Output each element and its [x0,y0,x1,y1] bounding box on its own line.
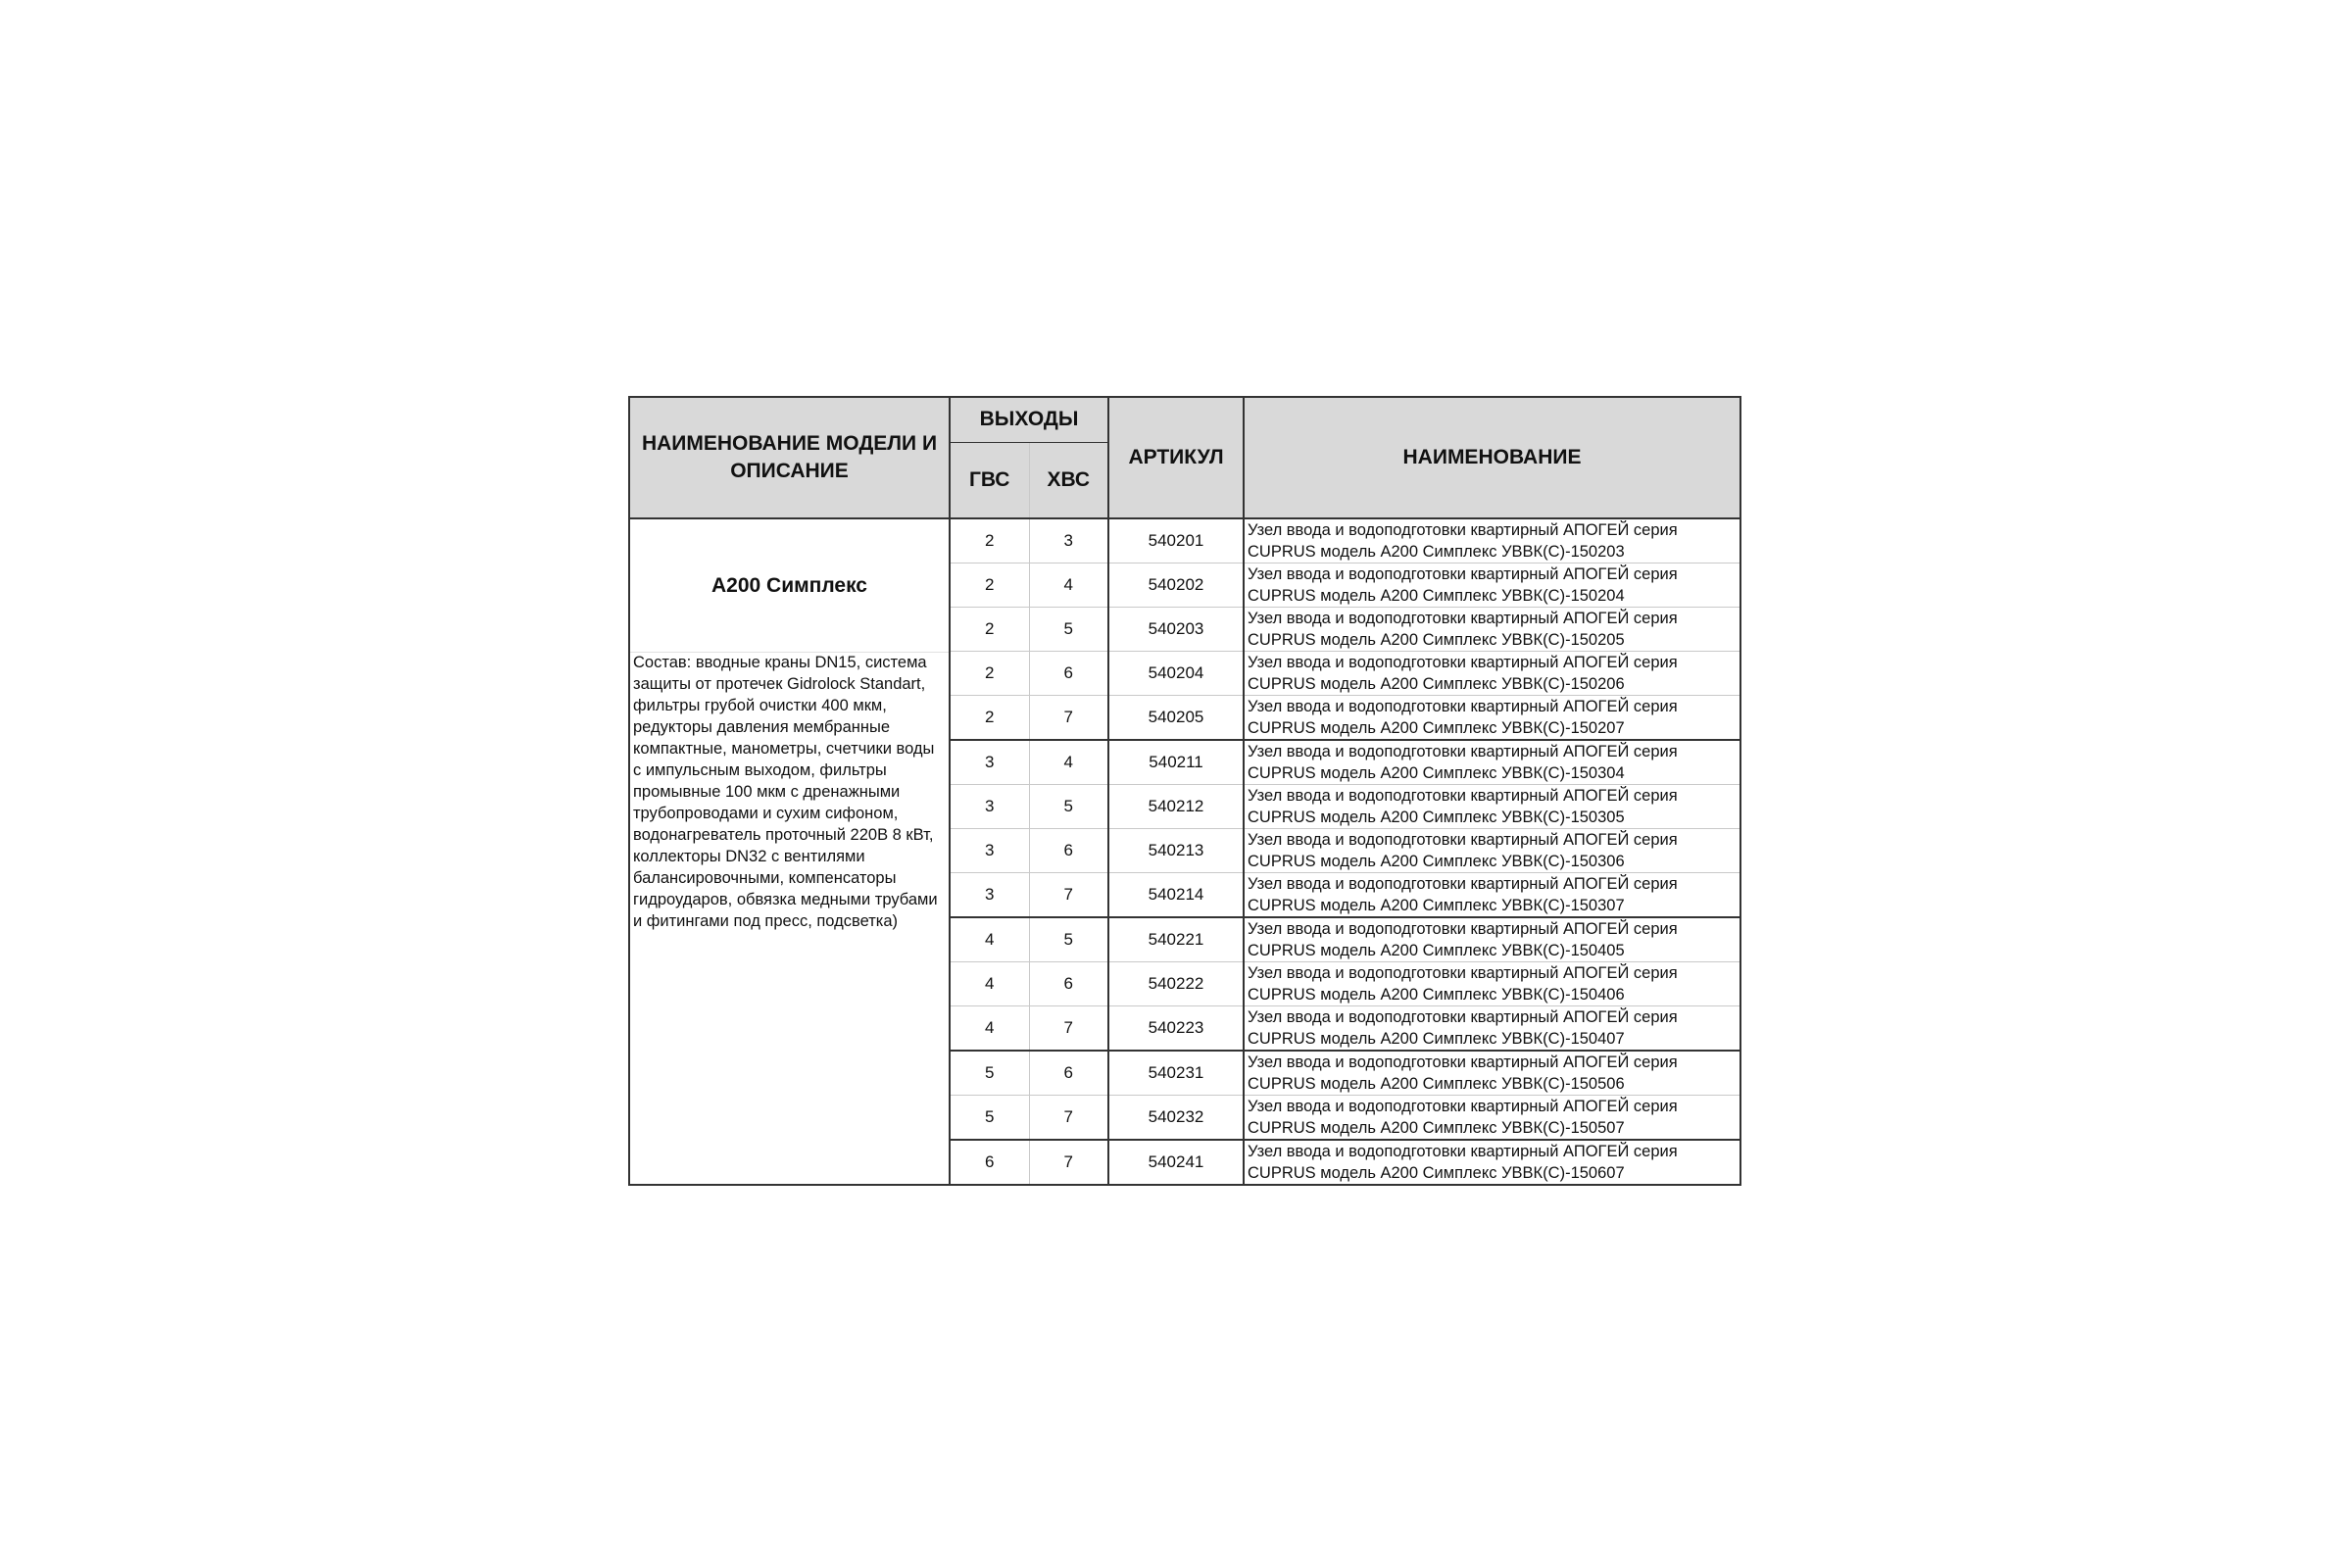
hvs-cell: 5 [1029,608,1108,652]
product-name-line-2: CUPRUS модель А200 Симплекс УВВК(С)-150406 [1248,986,1625,1004]
article-cell: 540202 [1108,564,1244,608]
product-name-cell [1244,608,1740,652]
gvs-cell: 5 [950,1051,1029,1096]
product-name-line-1: Узел ввода и водоподготовки квартирный АПОГЕЙ серия [1248,654,1678,671]
article-cell: 540213 [1108,829,1244,873]
product-name-cell [1244,564,1740,608]
article-cell: 540201 [1108,518,1244,564]
product-name-line-1: Узел ввода и водоподготовки квартирный АПОГЕЙ серия [1248,831,1678,849]
gvs-cell: 3 [950,829,1029,873]
product-name-line-2: CUPRUS модель А200 Симплекс УВВК(С)-150507 [1248,1119,1625,1137]
product-name-cell [1244,518,1740,564]
hvs-cell: 7 [1029,873,1108,918]
product-name-cell [1244,1006,1740,1052]
header-hvs: ХВС [1029,442,1108,518]
model-description: Состав: вводные краны DN15, система защиты от протечек Gidrolock Standart, фильтры грубой очистки 400 мкм, редукторы давления мембранные компактные, манометры, счетчики воды с импульсным выходом, фильтры промывные 100 мкм с дренажными трубопроводами и сухим сифоном, водонагреватель проточный 220В 8 кВт, коллекторы DN32 с вентилями балансировочными, компенсаторы гидроударов, обвязка медными трубами и фитингами под пресс, подсветка) [633,654,938,930]
product-name-line-1: Узел ввода и водоподготовки квартирный АПОГЕЙ серия [1248,610,1678,627]
product-name-line-2: CUPRUS модель А200 Симплекс УВВК(С)-150204 [1248,587,1625,605]
hvs-cell: 3 [1029,518,1108,564]
hvs-cell: 6 [1029,829,1108,873]
gvs-cell: 3 [950,785,1029,829]
product-name-line-1: Узел ввода и водоподготовки квартирный АПОГЕЙ серия [1248,565,1678,583]
product-name-cell [1244,652,1740,696]
product-name-cell [1244,696,1740,741]
product-name-line-1: Узел ввода и водоподготовки квартирный АПОГЕЙ серия [1248,920,1678,938]
gvs-cell: 2 [950,608,1029,652]
hvs-cell: 6 [1029,652,1108,696]
product-name-line-2: CUPRUS модель А200 Симплекс УВВК(С)-150307 [1248,897,1625,914]
hvs-cell: 4 [1029,564,1108,608]
hvs-cell: 4 [1029,740,1108,785]
product-name-line-2: CUPRUS модель А200 Симплекс УВВК(С)-150506 [1248,1075,1625,1093]
product-name-line-1: Узел ввода и водоподготовки квартирный АПОГЕЙ серия [1248,521,1678,539]
product-name-line-2: CUPRUS модель А200 Симплекс УВВК(С)-150405 [1248,942,1625,959]
product-name-line-2: CUPRUS модель А200 Симплекс УВВК(С)-150207 [1248,719,1625,737]
product-name-cell [1244,917,1740,962]
product-name-line-1: Узел ввода и водоподготовки квартирный АПОГЕЙ серия [1248,1098,1678,1115]
gvs-cell: 2 [950,652,1029,696]
model-description-cell [629,518,950,1185]
product-name-line-1: Узел ввода и водоподготовки квартирный АПОГЕЙ серия [1248,1054,1678,1071]
header-gvs: ГВС [950,442,1029,518]
product-name-line-2: CUPRUS модель А200 Симплекс УВВК(С)-150306 [1248,853,1625,870]
gvs-cell: 3 [950,873,1029,918]
gvs-cell: 2 [950,518,1029,564]
hvs-cell: 6 [1029,962,1108,1006]
gvs-cell: 4 [950,917,1029,962]
article-cell: 540241 [1108,1140,1244,1185]
hvs-cell: 7 [1029,1140,1108,1185]
product-table [628,396,1741,1186]
product-name-line-1: Узел ввода и водоподготовки квартирный АПОГЕЙ серия [1248,787,1678,805]
product-name-cell [1244,829,1740,873]
product-name-cell [1244,785,1740,829]
table-row [629,518,1740,564]
table-body [629,518,1740,1185]
hvs-cell: 6 [1029,1051,1108,1096]
article-cell: 540222 [1108,962,1244,1006]
product-name-line-2: CUPRUS модель А200 Симплекс УВВК(С)-150305 [1248,808,1625,826]
product-name-cell [1244,1096,1740,1141]
article-cell: 540221 [1108,917,1244,962]
product-name-line-2: CUPRUS модель А200 Симплекс УВВК(С)-150203 [1248,543,1625,561]
article-cell: 540214 [1108,873,1244,918]
product-name-cell [1244,1140,1740,1185]
product-name-line-2: CUPRUS модель А200 Симплекс УВВК(С)-150304 [1248,764,1625,782]
product-name-cell [1244,873,1740,918]
gvs-cell: 6 [950,1140,1029,1185]
product-name-cell [1244,740,1740,785]
gvs-cell: 4 [950,962,1029,1006]
article-cell: 540211 [1108,740,1244,785]
product-name-line-1: Узел ввода и водоподготовки квартирный АПОГЕЙ серия [1248,875,1678,893]
article-cell: 540203 [1108,608,1244,652]
article-cell: 540204 [1108,652,1244,696]
article-cell: 540231 [1108,1051,1244,1096]
gvs-cell: 2 [950,564,1029,608]
article-cell: 540212 [1108,785,1244,829]
product-name-cell [1244,1051,1740,1096]
product-name-line-2: CUPRUS модель А200 Симплекс УВВК(С)-150407 [1248,1030,1625,1048]
product-name-line-1: Узел ввода и водоподготовки квартирный АПОГЕЙ серия [1248,743,1678,760]
header-outputs: ВЫХОДЫ [950,397,1108,442]
product-name-cell [1244,962,1740,1006]
hvs-cell: 7 [1029,696,1108,741]
hvs-cell: 5 [1029,785,1108,829]
article-cell: 540223 [1108,1006,1244,1052]
product-name-line-1: Узел ввода и водоподготовки квартирный АПОГЕЙ серия [1248,964,1678,982]
article-cell: 540232 [1108,1096,1244,1141]
gvs-cell: 5 [950,1096,1029,1141]
article-cell: 540205 [1108,696,1244,741]
header-name: НАИМЕНОВАНИЕ [1244,397,1740,518]
product-name-line-1: Узел ввода и водоподготовки квартирный АПОГЕЙ серия [1248,1008,1678,1026]
header-article: АРТИКУЛ [1108,397,1244,518]
product-name-line-2: CUPRUS модель А200 Симплекс УВВК(С)-150205 [1248,631,1625,649]
product-name-line-1: Узел ввода и водоподготовки квартирный АПОГЕЙ серия [1248,1143,1678,1160]
product-name-line-2: CUPRUS модель А200 Симплекс УВВК(С)-150607 [1248,1164,1625,1182]
gvs-cell: 2 [950,696,1029,741]
header-model-description: НАИМЕНОВАНИЕ МОДЕЛИ И ОПИСАНИЕ [629,397,950,518]
hvs-cell: 7 [1029,1096,1108,1141]
product-name-line-1: Узел ввода и водоподготовки квартирный АПОГЕЙ серия [1248,698,1678,715]
hvs-cell: 5 [1029,917,1108,962]
gvs-cell: 3 [950,740,1029,785]
hvs-cell: 7 [1029,1006,1108,1052]
table-header [629,397,1740,518]
model-title: А200 Симплекс [630,519,949,653]
product-name-line-2: CUPRUS модель А200 Симплекс УВВК(С)-150206 [1248,675,1625,693]
gvs-cell: 4 [950,1006,1029,1052]
